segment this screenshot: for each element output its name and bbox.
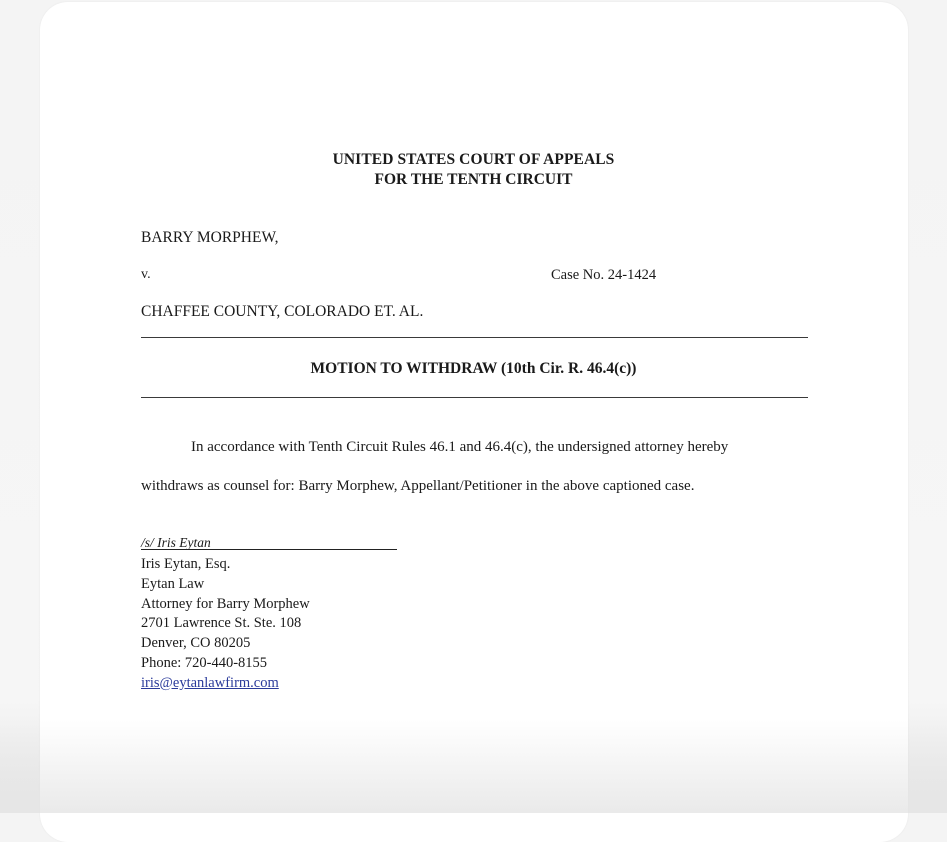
attorney-role: Attorney for Barry Morphew [141,595,310,612]
divider-bottom [141,397,808,398]
case-number: Case No. 24-1424 [551,267,657,283]
court-name: UNITED STATES COURT OF APPEALS [332,151,615,168]
appellant-name: BARRY MORPHEW, [141,229,279,246]
phone-number: Phone: 720-440-8155 [141,654,268,671]
motion-title: MOTION TO WITHDRAW (10th Cir. R. 46.4(c)) [310,360,637,377]
firm-name: Eytan Law [141,575,205,592]
document-page [40,2,908,842]
address-line-1: 2701 Lawrence St. Ste. 108 [141,615,302,632]
signature-block [141,555,310,694]
email-link[interactable]: iris@eytanlawfirm.com [141,674,279,691]
body-line-1: In accordance with Tenth Circuit Rules 46.1 and 46.4(c), the undersigned attorney hereby [191,439,729,455]
attorney-name: Iris Eytan, Esq. [141,556,231,572]
versus-label: v. [141,267,151,282]
divider-top [141,337,808,338]
appellee-name: CHAFFEE COUNTY, COLORADO ET. AL. [141,303,424,320]
signature: /s/ Iris Eytan [141,535,211,550]
circuit-name: FOR THE TENTH CIRCUIT [374,171,573,188]
signature-line [141,549,397,550]
body-line-2: withdraws as counsel for: Barry Morphew, Appellant/Petitioner in the above captioned case. [141,478,695,494]
address-line-2: Denver, CO 80205 [141,635,251,652]
